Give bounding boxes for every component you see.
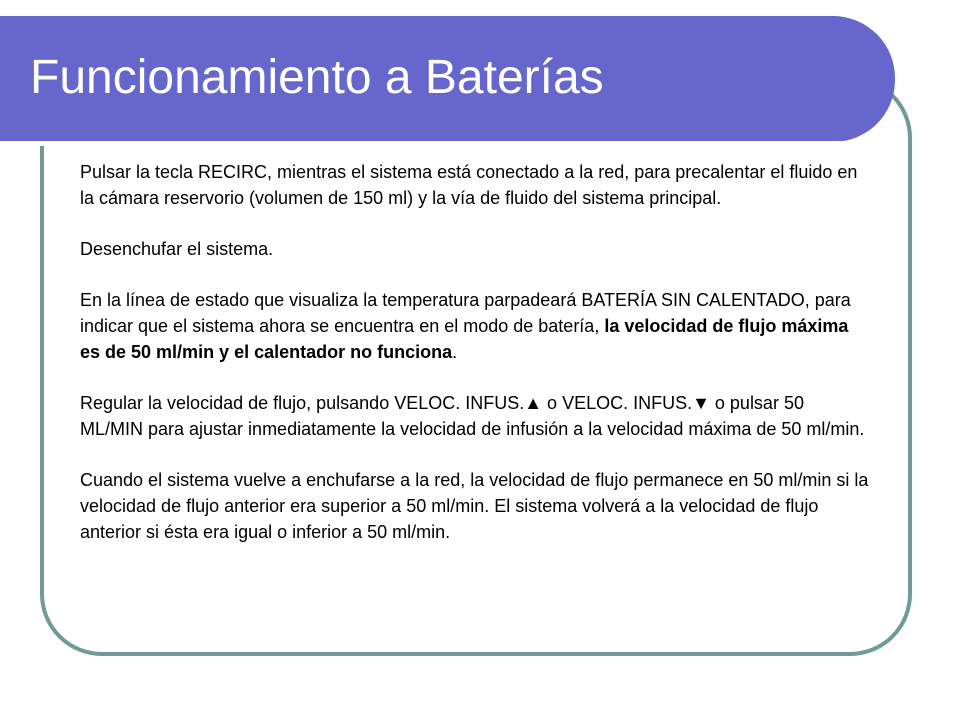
paragraph-recirc: Pulsar la tecla RECIRC, mientras el sistema está conectado a la red, para precalentar el fluido en la cámara reservorio (volumen de 150 ml) y la vía de fluido del sistema principal. (80, 162, 858, 208)
title-bar (0, 16, 895, 142)
title-underline (0, 141, 848, 146)
paragraph-reconnect: Cuando el sistema vuelve a enchufarse a la red, la velocidad de flujo permanece en 50 ml/min si la velocidad de flujo anterior era superior a 50 ml/min. El sistema volverá a la velocidad de flujo anterior si ésta era igual o inferior a 50 ml/min. (80, 470, 869, 542)
slide-body (80, 159, 870, 570)
paragraph-battery-status (80, 287, 870, 365)
slide-title: Funcionamiento a Baterías (30, 51, 604, 104)
battery-status-text: En la línea de estado que visualiza la temperatura parpadeará BATERÍA SIN CALENTADO, para indicar que el sistema ahora se encuentra en el modo de batería, (80, 290, 851, 336)
paragraph-flow-rate: Regular la velocidad de flujo, pulsando VELOC. INFUS.▲ o VELOC. INFUS.▼ o pulsar 50 ML/MIN para ajustar inmediatamente la velocidad de infusión a la velocidad máxima de 50 ml/min. (80, 393, 865, 439)
paragraph-unplug: Desenchufar el sistema. (80, 239, 274, 259)
battery-status-end: . (452, 342, 458, 362)
battery-status-bold: la velocidad de flujo máxima es de 50 ml/min y el calentador no funciona (80, 316, 849, 362)
